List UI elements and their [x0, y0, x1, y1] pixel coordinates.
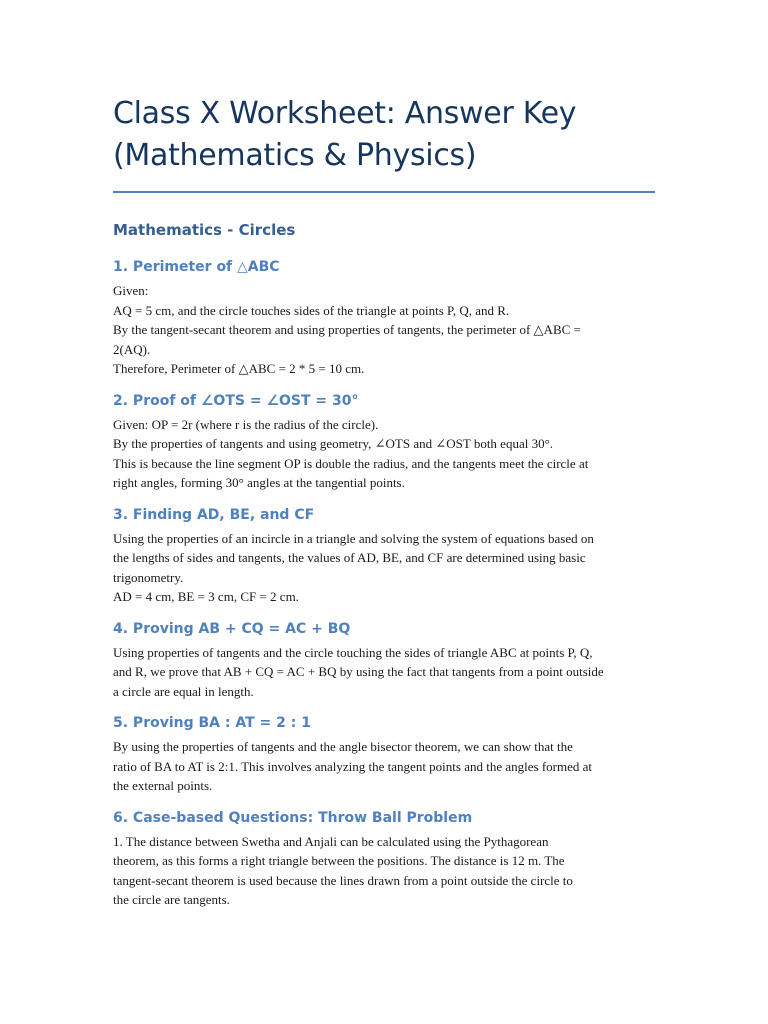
section-1 — [113, 257, 658, 379]
section-heading: 1. Perimeter of △ABC — [113, 259, 280, 275]
subject-heading: Mathematics - Circles — [113, 221, 296, 239]
section-line: Given: OP = 2r (where r is the radius of the circle). — [113, 416, 379, 432]
title-divider — [113, 191, 655, 193]
section-line: Therefore, Perimeter of △ABC = 2 * 5 = 10 cm. — [113, 361, 365, 376]
section-line: This is because the line segment OP is double the radius, and the tangents meet the circle at — [113, 455, 589, 471]
section-3 — [113, 505, 658, 607]
section-line: tangent-secant theorem is used because the lines drawn from a point outside the circle to — [113, 872, 573, 888]
section-line: By the tangent-secant theorem and using properties of tangents, the perimeter of △ABC = — [113, 322, 581, 337]
section-line: AQ = 5 cm, and the circle touches sides of the triangle at points P, Q, and R. — [113, 302, 510, 318]
section-heading: 3. Finding AD, BE, and CF — [113, 506, 315, 523]
section-2 — [113, 391, 658, 493]
section-5 — [113, 713, 658, 796]
section-6 — [113, 808, 658, 910]
title-line-2: (Mathematics & Physics) — [113, 138, 477, 173]
section-line: the lengths of sides and tangents, the values of AD, BE, and CF are determined using basic — [113, 550, 586, 565]
section-line: the circle are tangents. — [113, 892, 230, 907]
section-line: 2(AQ). — [113, 341, 151, 357]
section-line: Using properties of tangents and the circle touching the sides of triangle ABC at points P, Q, — [113, 644, 593, 660]
document-title — [113, 93, 658, 177]
section-line: AD = 4 cm, BE = 3 cm, CF = 2 cm. — [113, 589, 299, 604]
section-line: Using the properties of an incircle in a triangle and solving the system of equations based on — [113, 530, 594, 546]
section-line: the external points. — [113, 778, 213, 793]
section-line: By the properties of tangents and using geometry, ∠OTS and ∠OST both equal 30°. — [113, 436, 554, 451]
section-line: trigonometry. — [113, 569, 184, 585]
section-heading: 4. Proving AB + CQ = AC + BQ — [113, 620, 351, 637]
section-line: By using the properties of tangents and the angle bisector theorem, we can show that the — [113, 739, 573, 754]
title-line-1: Class X Worksheet: Answer Key — [113, 96, 577, 131]
section-heading: 5. Proving BA : AT = 2 : 1 — [113, 715, 311, 731]
section-4 — [113, 619, 658, 702]
section-line: and R, we prove that AB + CQ = AC + BQ by using the fact that tangents from a point outside — [113, 664, 604, 679]
section-line: a circle are equal in length. — [113, 683, 254, 699]
section-heading: 2. Proof of ∠OTS = ∠OST = 30° — [113, 392, 359, 409]
section-line: theorem, as this forms a right triangle between the positions. The distance is 12 m. The — [113, 853, 565, 868]
section-line: Given: — [113, 283, 149, 298]
section-line: 1. The distance between Swetha and Anjali can be calculated using the Pythagorean — [113, 833, 549, 849]
section-line: right angles, forming 30° angles at the tangential points. — [113, 475, 405, 490]
section-heading: 6. Case-based Questions: Throw Ball Problem — [113, 809, 473, 826]
section-line: ratio of BA to AT is 2:1. This involves analyzing the tangent points and the angles formed at — [113, 758, 593, 774]
sections-container — [113, 257, 658, 910]
